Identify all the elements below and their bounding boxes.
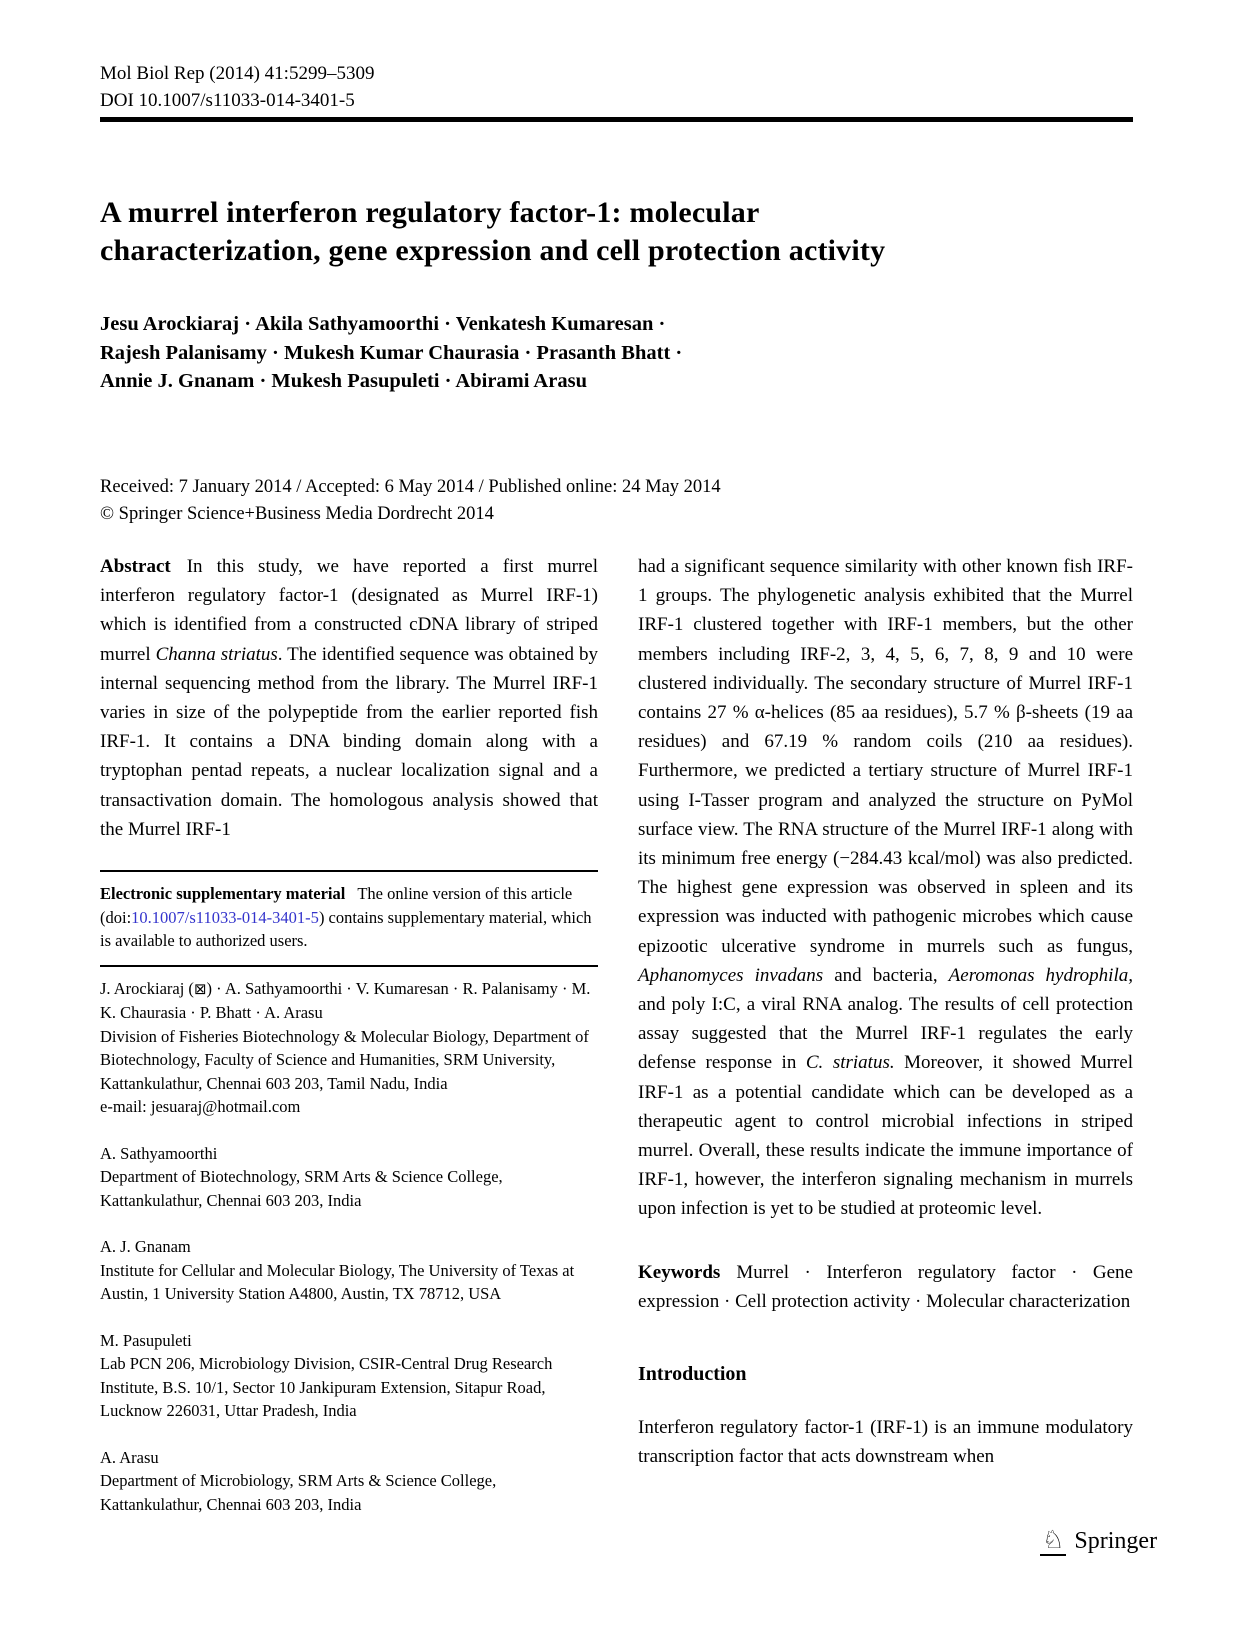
affiliation-name-pre: J. Arockiaraj ( [100, 978, 194, 998]
page-header [100, 60, 1133, 114]
affiliation-address: Institute for Cellular and Molecular Biology, The University of Texas at Austin, 1 University Station A4800, Austin, TX 78712, USA [100, 1260, 575, 1304]
species-abbrev-italic: C. striatus. [805, 1052, 895, 1074]
affiliation-name: A. Arasu [100, 1447, 159, 1467]
author-list [100, 310, 1133, 396]
keywords-paragraph [638, 1258, 1133, 1316]
affiliation-name: M. Pasupuleti [100, 1330, 192, 1350]
springer-logo [1040, 1526, 1157, 1556]
author-line-3: Annie J. Gnanam · Mukesh Pasupuleti · Abirami Arasu [100, 370, 587, 392]
keywords-label: Keywords [638, 1261, 721, 1283]
esm-doi-link[interactable]: 10.1007/s11033-014-3401-5 [131, 907, 319, 927]
introduction-paragraph: Interferon regulatory factor-1 (IRF-1) is an immune modulatory transcription factor that acts downstream when [638, 1417, 1133, 1468]
abstract-label: Abstract [100, 556, 171, 577]
page-title [100, 194, 1133, 270]
section-heading-introduction: Introduction [638, 1363, 747, 1386]
author-line-1: Jesu Arockiaraj · Akila Sathyamoorthi · Venkatesh Kumaresan · [100, 313, 666, 335]
doi-line: DOI 10.1007/s11033-014-3401-5 [100, 90, 355, 111]
species-name-italic: Channa striatus [155, 643, 278, 665]
journal-citation-line: Mol Biol Rep (2014) 41:5299–5309 [100, 63, 375, 84]
abstract-text-6: Moreover, it showed Murrel IRF-1 as a potential candidate which can be developed as a therapeutic agent to control microbial infections in striped murrel. Overall, these results indicate the immune importance of IRF-1, however, the interferon signaling mechanism in murrels upon infection is yet to be studied at proteomic level. [638, 1052, 1133, 1220]
footnote-rule-1 [100, 870, 598, 872]
affiliation-address: Department of Biotechnology, SRM Arts & Science College, Kattankulathur, Chennai 603 203, India [100, 1167, 503, 1210]
left-column [100, 552, 598, 1539]
esm-text-before: The online version of this article (doi: [100, 884, 573, 927]
abstract-text-3: had a significant sequence similarity with other known fish IRF-1 groups. The phylogenetic analysis exhibited that the Murrel IRF-1 clustered together with IRF-1 members, but the other members including IRF-2, 3, 4, 5, 6, 7, 8, 9 and 10 were clustered individually. The secondary structure of Murrel IRF-1 contains 27 % α-helices (85 aa residues), 5.7 % β-sheets (19 aa residues) and 67.19 % random coils (210 aa residues). Furthermore, we predicted a tertiary structure of Murrel IRF-1 using I-Tasser program and analyzed the structure on PyMol surface view. The RNA structure of the Murrel IRF-1 along with its minimum free energy (−284.43 kcal/mol) was also predicted. The highest gene expression was observed in spleen and its expression was inducted with pathogenic microbes which cause epizootic ulcerative syndrome in murrels such as fungus, [638, 556, 1133, 957]
affiliation-name: A. Sathyamoorthi [100, 1143, 218, 1163]
article-history [100, 474, 1133, 528]
springer-knight-icon: ♘ [1042, 1525, 1065, 1554]
bacteria-name-italic: Aeromonas hydrophila, [948, 964, 1133, 986]
two-column-body [100, 552, 1133, 1539]
esm-note [100, 882, 598, 953]
title-line-2: characterization, gene expression and cell protection activity [100, 234, 886, 267]
abstract-text-4: and bacteria, [823, 964, 949, 986]
right-column [638, 552, 1133, 1539]
author-line-2: Rajesh Palanisamy · Mukesh Kumar Chaurasia · Prasanth Bhatt · [100, 341, 683, 364]
esm-label: Electronic supplementary material [100, 884, 346, 904]
received-line: Received: 7 January 2014 / Accepted: 6 May 2014 / Published online: 24 May 2014 [100, 477, 721, 497]
affiliation-address: Lab PCN 206, Microbiology Division, CSIR-Central Drug Research Institute, B.S. 10/1, Sector 10 Jankipuram Extension, Sitapur Road, Lucknow 226031, Uttar Pradesh, India [100, 1354, 553, 1421]
affiliation-group-3 [100, 1235, 598, 1306]
abstract-text-2: . The identified sequence was obtained by internal sequencing method from the library. The Murrel IRF-1 varies in size of the polypeptide from the earlier reported fish IRF-1. It contains a DNA binding domain along with a tryptophan pentad repeats, a nuclear localization signal and a transactivation domain. The homologous analysis showed that the Murrel IRF-1 [100, 643, 598, 840]
abstract-text-1: In this study, we have reported a first murrel interferon regulatory factor-1 (designated as Murrel IRF-1) which is identified from a constructed cDNA library of striped murrel [100, 556, 598, 665]
fungus-name-italic: Aphanomyces invadans [638, 964, 824, 986]
affiliation-names [100, 977, 598, 1025]
affiliation-group-4 [100, 1329, 598, 1423]
corresponding-author-icon: ⊠ [193, 979, 207, 998]
keywords-text: Murrel · Interferon regulatory factor · Gene expression · Cell protection activity · Molecular characterization [638, 1261, 1133, 1312]
author-email: e-mail: jesuaraj@hotmail.com [100, 1097, 301, 1117]
affiliation-address: Division of Fisheries Biotechnology & Molecular Biology, Department of Biotechnology, Faculty of Science and Humanities, SRM University, Kattankulathur, Chennai 603 203, Tamil Nadu, India [100, 1026, 589, 1093]
title-line-1: A murrel interferon regulatory factor-1: molecular [100, 196, 760, 229]
affiliation-group-1 [100, 977, 598, 1119]
header-rule [100, 117, 1133, 122]
affiliation-name-post: ) · A. Sathyamoorthi · V. Kumaresan · R. Palanisamy · M. K. Chaurasia · P. Bhatt · A. Arasu [100, 978, 591, 1023]
springer-wordmark: Springer [1074, 1528, 1158, 1554]
abstract-text-5: and poly I:C, a viral RNA analog. The results of cell protection assay suggested that the Murrel IRF-1 regulates the early defense response in [638, 994, 1133, 1074]
affiliation-name: A. J. Gnanam [100, 1237, 191, 1257]
affiliation-group-2 [100, 1142, 598, 1213]
abstract-paragraph [100, 552, 598, 844]
esm-text-after: ) contains supplementary material, which is available to authorized users. [100, 907, 592, 951]
copyright-line: © Springer Science+Business Media Dordrecht 2014 [100, 504, 494, 524]
affiliation-address: Department of Microbiology, SRM Arts & Science College, Kattankulathur, Chennai 603 203, India [100, 1471, 497, 1514]
affiliation-group-5 [100, 1446, 598, 1517]
abstract-paragraph-continued [638, 552, 1133, 1224]
footnote-rule-2 [100, 965, 598, 967]
